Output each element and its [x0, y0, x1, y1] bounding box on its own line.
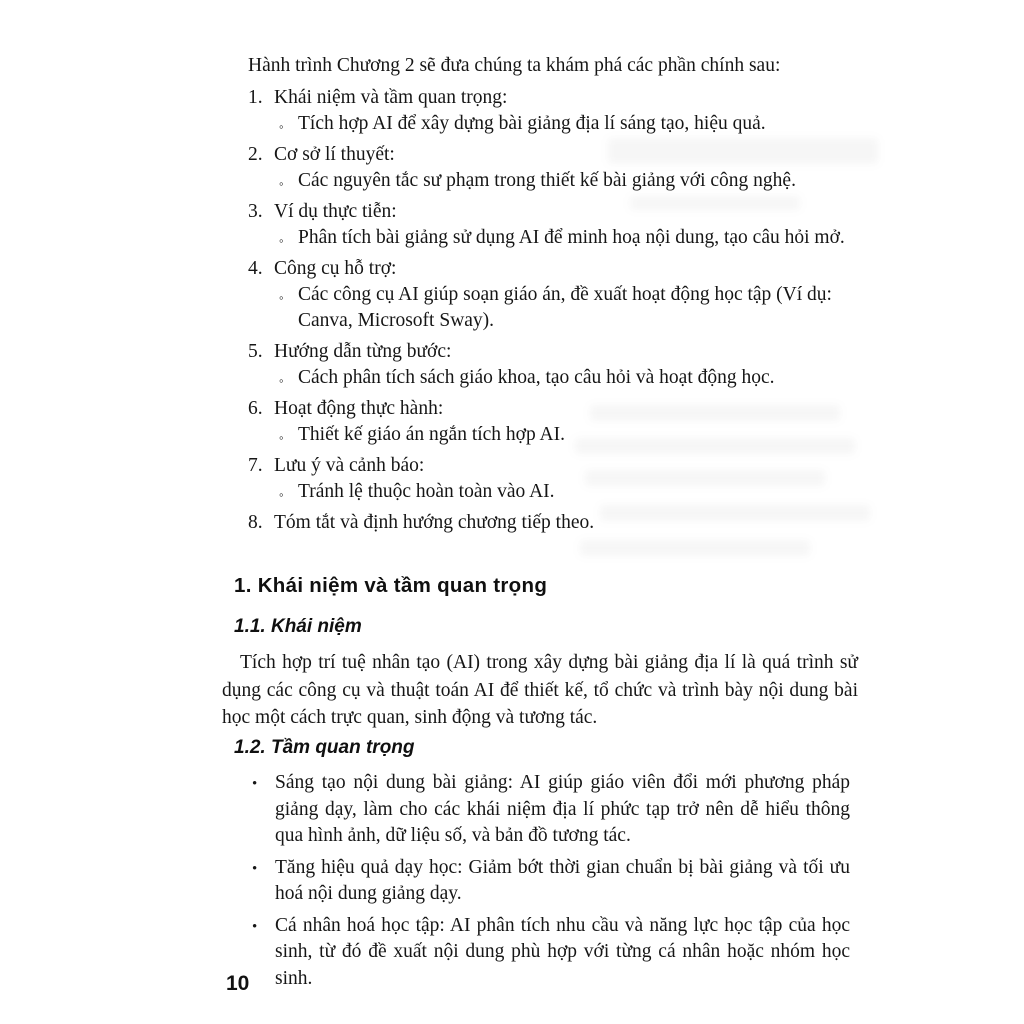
item-number: 6. [248, 398, 263, 419]
item-title: Hướng dẫn từng bước: [274, 341, 452, 362]
definition-paragraph: Tích hợp trí tuệ nhân tạo (AI) trong xây dựng bài giảng địa lí là quá trình sử dụng các công cụ và thuật toán AI để thiết kế, tổ chức và trình bày nội dung bài học một cách trực quan, sinh động và tương tác. [222, 652, 858, 728]
item-number: 3. [248, 201, 263, 222]
bullet-item [252, 855, 850, 908]
importance-bullet-list [252, 770, 850, 997]
item-title: Hoạt động thực hành: [274, 398, 444, 419]
list-item [248, 453, 850, 505]
item-title: Ví dụ thực tiễn: [274, 201, 397, 222]
item-subtext: Phân tích bài giảng sử dụng AI để minh hoạ nội dung, tạo câu hỏi mở. [298, 227, 845, 248]
chapter-intro-text: Hành trình Chương 2 sẽ đưa chúng ta khám phá các phần chính sau: [248, 55, 781, 76]
item-number: 5. [248, 341, 263, 362]
subsection-heading-1-1: 1.1. Khái niệm [234, 616, 362, 637]
bullet-item [252, 770, 850, 850]
bullet-text: Sáng tạo nội dung bài giảng: AI giúp giáo viên đổi mới phương pháp giảng dạy, làm cho các khái niệm địa lí phức tạp trở nên dễ hiểu thông qua hình ảnh, dữ liệu số, và bản đồ tương tác. [275, 772, 850, 846]
sub-bullet-icon: ◦ [279, 290, 284, 305]
item-subtext: Các công cụ AI giúp soạn giáo án, đề xuất hoạt động học tập (Ví dụ: Canva, Microsoft Sway). [298, 284, 832, 331]
item-number: 1. [248, 87, 263, 108]
sub-bullet-icon: ◦ [279, 233, 284, 248]
sub-bullet-icon: ◦ [279, 430, 284, 445]
item-subtext: Cách phân tích sách giáo khoa, tạo câu hỏi và hoạt động học. [298, 367, 775, 388]
sub-bullet-icon: ◦ [279, 373, 284, 388]
item-subtext: Các nguyên tắc sư phạm trong thiết kế bài giảng với công nghệ. [298, 170, 796, 191]
item-number: 4. [248, 258, 263, 279]
list-item [248, 85, 850, 137]
sub-bullet-icon: ◦ [279, 487, 284, 502]
item-title: Lưu ý và cảnh báo: [274, 455, 425, 476]
item-number: 8. [248, 512, 263, 533]
subsection-heading-1-2: 1.2. Tầm quan trọng [234, 737, 415, 758]
item-subtext: Thiết kế giáo án ngắn tích hợp AI. [298, 424, 565, 445]
sub-bullet-icon: ◦ [279, 119, 284, 134]
list-item [248, 396, 850, 448]
sub-bullet-icon: ◦ [279, 176, 284, 191]
item-title: Tóm tắt và định hướng chương tiếp theo. [274, 512, 595, 533]
item-title: Công cụ hỗ trợ: [274, 258, 397, 279]
scan-artifact [580, 540, 810, 556]
list-item [248, 199, 850, 251]
bullet-icon: • [252, 860, 258, 877]
list-item [248, 256, 850, 334]
list-item [248, 510, 850, 536]
item-number: 2. [248, 144, 263, 165]
page-number: 10 [226, 972, 250, 995]
list-item [248, 339, 850, 391]
item-title: Cơ sở lí thuyết: [274, 144, 395, 165]
bullet-icon: • [252, 776, 258, 792]
section-heading: 1. Khái niệm và tầm quan trọng [234, 574, 548, 597]
chapter-outline-list [248, 85, 850, 541]
item-number: 7. [248, 455, 263, 476]
item-title: Khái niệm và tầm quan trọng: [274, 87, 508, 108]
bullet-text: Cá nhân hoá học tập: AI phân tích nhu cầu và năng lực học tập của học sinh, từ đó đề xuất nội dung phù hợp với từng cá nhân hoặc nhóm học sinh. [275, 914, 850, 989]
bullet-text: Tăng hiệu quả dạy học: Giảm bớt thời gian chuẩn bị bài giảng và tối ưu hoá nội dung giảng dạy. [275, 856, 850, 904]
bullet-item [252, 913, 850, 993]
bullet-icon: • [252, 918, 258, 935]
item-subtext: Tích hợp AI để xây dựng bài giảng địa lí sáng tạo, hiệu quả. [298, 113, 766, 134]
item-subtext: Tránh lệ thuộc hoàn toàn vào AI. [298, 481, 555, 502]
list-item [248, 142, 850, 194]
